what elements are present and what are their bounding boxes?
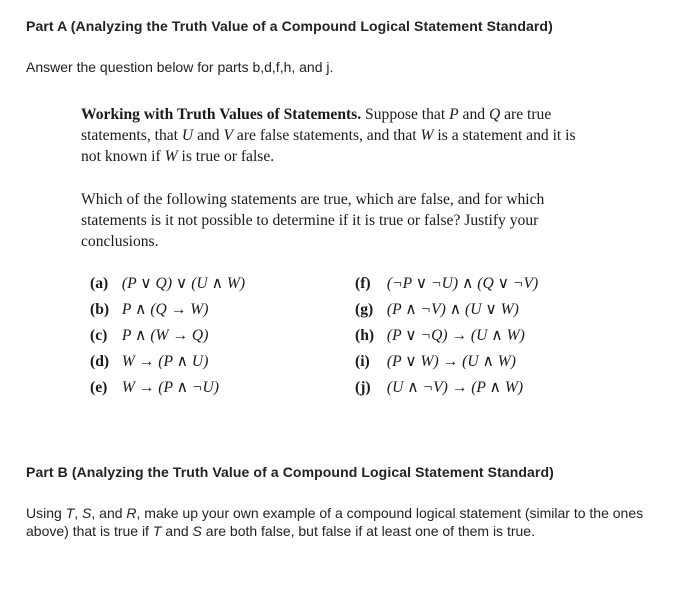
item-expression: W → (P ∧ U) bbox=[121, 353, 209, 370]
right-item-list bbox=[355, 274, 538, 398]
item-label: (e) bbox=[90, 379, 108, 396]
list-item bbox=[355, 378, 538, 398]
item-label: (a) bbox=[90, 275, 109, 292]
item-expression: P ∧ (W → Q) bbox=[121, 327, 209, 344]
left-item-list bbox=[90, 274, 245, 398]
item-expression: (P ∨ Q) ∨ (U ∧ W) bbox=[121, 275, 246, 292]
item-expression: W → (P ∧ ¬U) bbox=[121, 379, 219, 396]
problem-question: Which of the following statements are true, which are false, and for which statements is it not possible to determine if it is true or false? Justify your conclusions. bbox=[81, 191, 545, 250]
item-label: (h) bbox=[355, 327, 375, 344]
item-label: (j) bbox=[355, 379, 371, 396]
item-label: (f) bbox=[355, 275, 371, 292]
problem-title: Working with Truth Values of Statements. bbox=[81, 106, 362, 123]
item-label: (g) bbox=[355, 301, 374, 318]
list-item bbox=[355, 326, 538, 346]
item-expression: (¬P ∨ ¬U) ∧ (Q ∨ ¬V) bbox=[386, 275, 539, 292]
item-expression: (P ∧ ¬V) ∧ (U ∨ W) bbox=[386, 301, 519, 318]
item-expression: (U ∧ ¬V) → (P ∧ W) bbox=[386, 379, 524, 396]
list-item bbox=[355, 300, 538, 320]
item-label: (i) bbox=[355, 353, 370, 370]
item-label: (b) bbox=[90, 301, 110, 318]
list-item bbox=[90, 274, 245, 294]
item-expression: (P ∨ W) → (U ∧ W) bbox=[386, 353, 516, 370]
part-a-instruction: Answer the question below for parts b,d,f,h, and j. bbox=[26, 59, 334, 75]
list-item bbox=[90, 352, 245, 372]
item-label: (d) bbox=[90, 353, 110, 370]
list-item bbox=[90, 378, 245, 398]
list-item bbox=[355, 274, 538, 294]
list-item bbox=[355, 352, 538, 372]
item-expression: P ∧ (Q → W) bbox=[121, 301, 209, 318]
list-item bbox=[90, 300, 245, 320]
part-a-heading: Part A (Analyzing the Truth Value of a Compound Logical Statement Standard) bbox=[26, 18, 553, 34]
part-b-body: Using T, S, and R, make up your own example of a compound logical statement (similar to the ones above) that is true if T and S are both false, but false if at least one of them is true. bbox=[26, 505, 644, 539]
problem-intro: Working with Truth Values of Statements. Suppose that P and Q are true statements, that U and V are false statements, and that W is a statement and it is not known if W is true or false. bbox=[81, 106, 576, 165]
item-label: (c) bbox=[90, 327, 108, 344]
list-item bbox=[90, 326, 245, 346]
item-expression: (P ∨ ¬Q) → (U ∧ W) bbox=[386, 327, 525, 344]
part-b-heading: Part B (Analyzing the Truth Value of a Compound Logical Statement Standard) bbox=[26, 464, 554, 480]
